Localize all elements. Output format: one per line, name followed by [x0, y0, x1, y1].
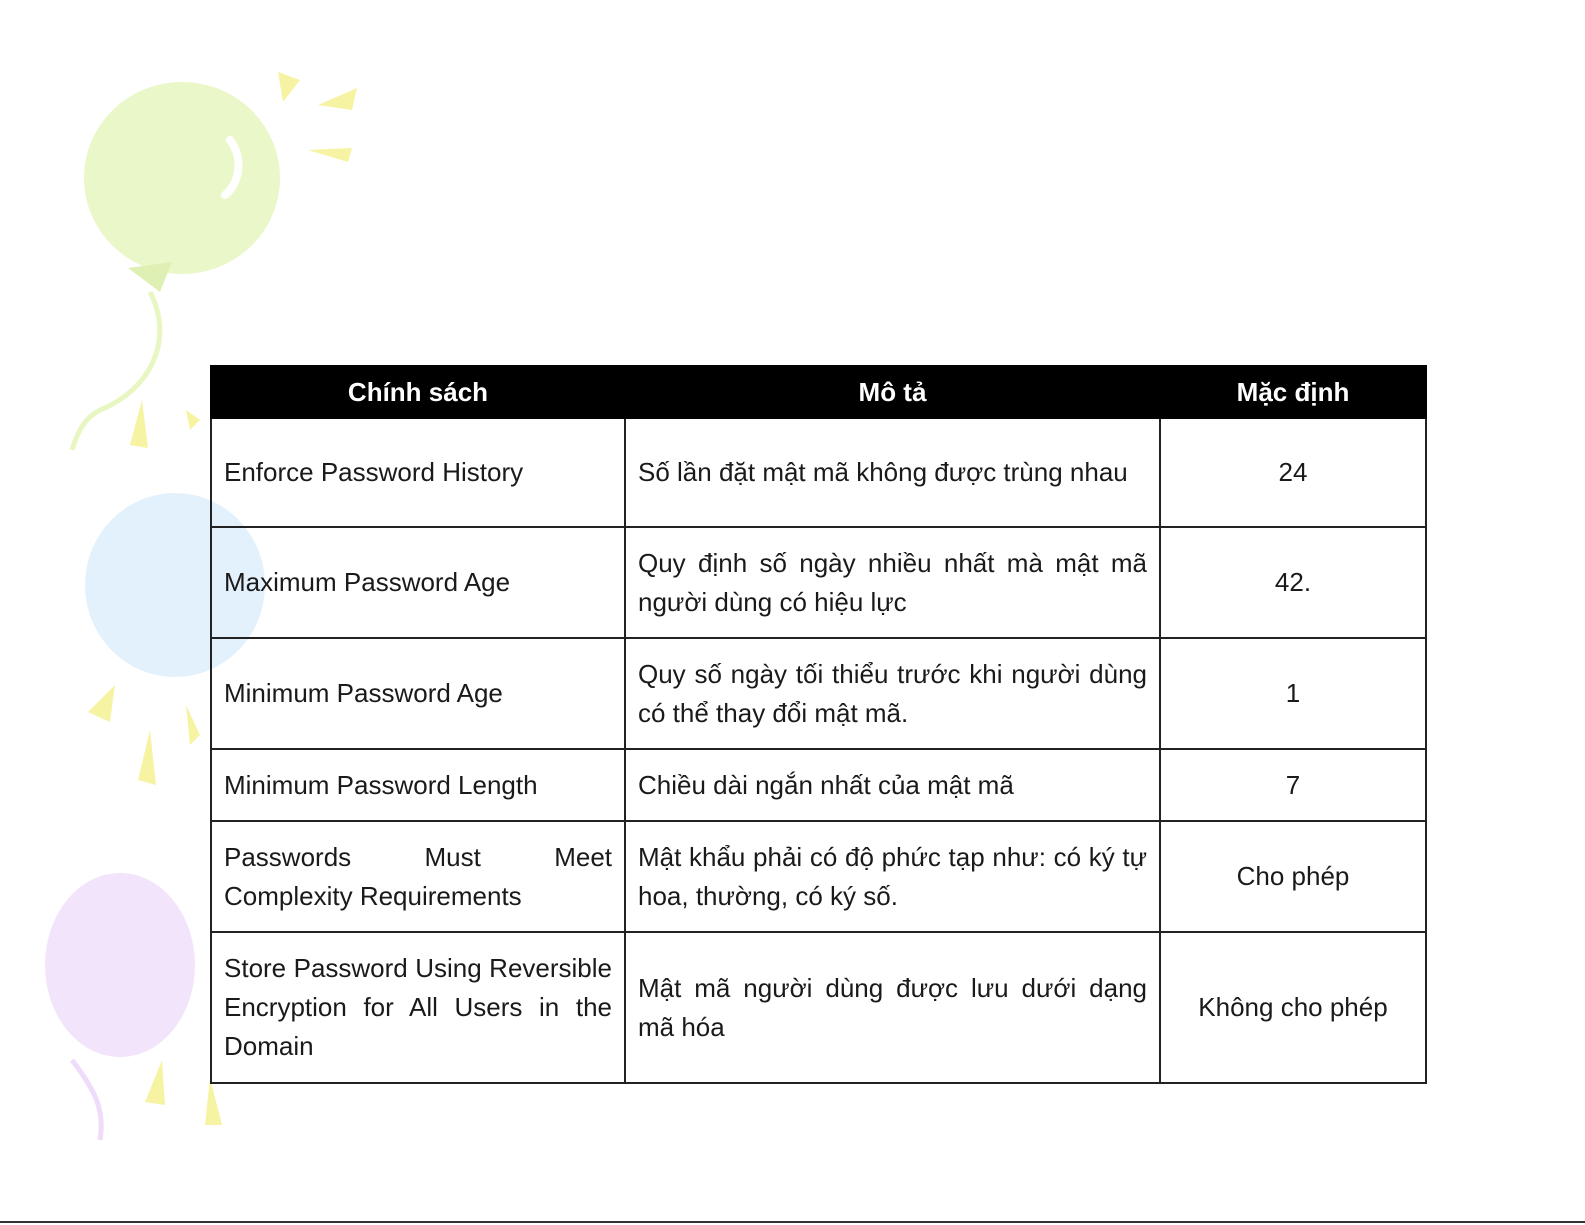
header-policy: Chính sách: [211, 366, 625, 418]
policy-description-cell: Mật khẩu phải có độ phức tạp như: có ký tự hoa, thường, có ký số.: [625, 821, 1160, 932]
policy-name-cell: Store Password Using Reversible Encryption for All Users in the Domain: [211, 932, 625, 1083]
policy-name-cell: Maximum Password Age: [211, 527, 625, 638]
policy-default-cell: Không cho phép: [1160, 932, 1426, 1083]
table-row: [211, 638, 1426, 749]
table-row: [211, 418, 1426, 527]
header-default: Mặc định: [1160, 366, 1426, 418]
password-policy-table: [210, 365, 1427, 1084]
table-header-row: [211, 366, 1426, 418]
policy-name-cell: Minimum Password Age: [211, 638, 625, 749]
policy-description-cell: Mật mã người dùng được lưu dưới dạng mã hóa: [625, 932, 1160, 1083]
policy-default-cell: 1: [1160, 638, 1426, 749]
table-row: [211, 821, 1426, 932]
header-description: Mô tả: [625, 366, 1160, 418]
policy-name-cell: Passwords Must Meet Complexity Requirements: [211, 821, 625, 932]
policy-description-cell: Chiều dài ngắn nhất của mật mã: [625, 749, 1160, 821]
policy-default-cell: 42.: [1160, 527, 1426, 638]
table-row: [211, 527, 1426, 638]
policy-default-cell: 7: [1160, 749, 1426, 821]
policy-name-cell: Minimum Password Length: [211, 749, 625, 821]
purple-balloon-icon: [45, 873, 195, 1140]
policy-description-cell: Số lần đặt mật mã không được trùng nhau: [625, 418, 1160, 527]
policy-default-cell: Cho phép: [1160, 821, 1426, 932]
policy-description-cell: Quy định số ngày nhiều nhất mà mật mã người dùng có hiệu lực: [625, 527, 1160, 638]
policy-description-cell: Quy số ngày tối thiểu trước khi người dùng có thể thay đổi mật mã.: [625, 638, 1160, 749]
table-row: [211, 749, 1426, 821]
policy-default-cell: 24: [1160, 418, 1426, 527]
bottom-divider: [0, 1221, 1585, 1223]
policy-name-cell: Enforce Password History: [211, 418, 625, 527]
table-row: [211, 932, 1426, 1083]
